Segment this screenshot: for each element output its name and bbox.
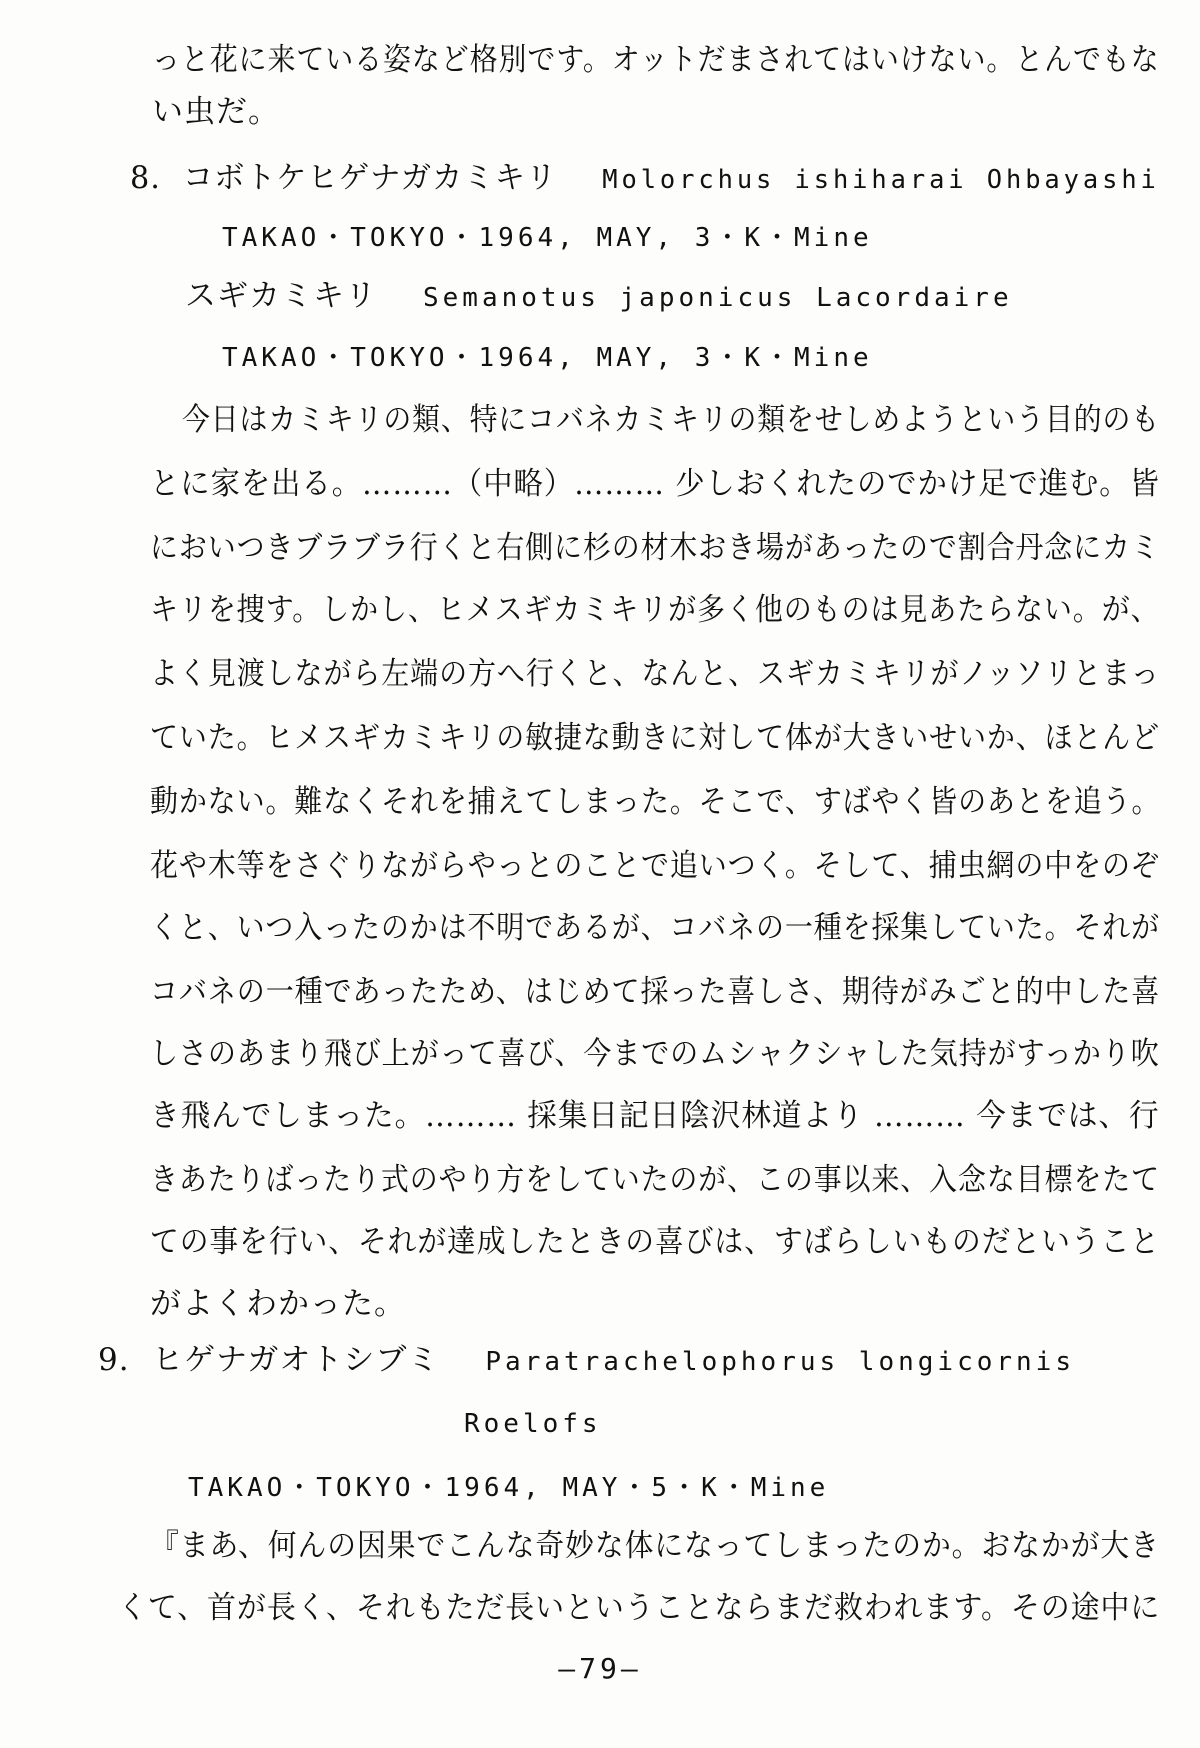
entry-9-scientific-name-cont: Roelofs (464, 1409, 602, 1439)
text-line: においつきブラブラ行くと右側に杉の材木おき場があったので割合丹念にカミ (150, 530, 1160, 566)
entry-9-heading (98, 1340, 1075, 1382)
entry-scientific-name: Paratrachelophorus longicornis (485, 1347, 1075, 1377)
entry-japanese-name: スギカミキリ (185, 278, 377, 314)
text-line: 今日はカミキリの類、特にコバネカミキリの類をせしめようという目的のも (182, 402, 1161, 438)
text-line: キリを捜す。しかし、ヒメスギカミキリが多く他のものは見あたらない。が、 (150, 592, 1160, 628)
text-line: コバネの一種であったため、はじめて採った喜しさ、期待がみごと的中した喜 (150, 974, 1161, 1010)
text-line: くと、いつ入ったのかは不明であるが、コバネの一種を採集していた。それが (150, 910, 1161, 946)
page-number: —79— (558, 1652, 642, 1685)
text-line: ての事を行い、それが達成したときの喜びは、すばらしいものだということ (150, 1224, 1160, 1260)
entry-9-record: TAKAO・TOKYO・1964, MAY・5・K・Mine (188, 1473, 830, 1503)
entry-number: 8. (130, 160, 161, 196)
text-line: くて、首が長く、それもただ長いということならまだ救われます。その途中に (118, 1590, 1161, 1626)
entry-8-heading (130, 158, 1160, 200)
text-line: 花や木等をさぐりながらやっとのことで追いつく。そして、捕虫網の中をのぞ (150, 848, 1160, 884)
text-line: しさのあまり飛び上がって喜び、今までのムシャクシャした気持がすっかり吹 (150, 1036, 1160, 1072)
text-line: 『まあ、何んの因果でこんな奇妙な体になってしまったのか。おなかが大き (150, 1528, 1160, 1564)
entry-8-record: TAKAO・TOKYO・1964, MAY, 3・K・Mine (222, 223, 873, 253)
text-line: とに家を出る。………（中略）……… 少しおくれたのでかけ足で進む。皆 (150, 466, 1160, 502)
entry-japanese-name: コボトケヒゲナガカミキリ (182, 160, 558, 196)
text-line: っと花に来ている姿など格別です。オットだまされてはいけない。とんでもな (152, 42, 1160, 78)
text-line: がよくわかった。 (150, 1286, 406, 1322)
entry-scientific-name: Semanotus japonicus Lacordaire (423, 283, 1013, 313)
text-line: き飛んでしまった。……… 採集日記日陰沢林道より ……… 今までは、行 (150, 1098, 1160, 1134)
text-line: 動かない。難なくそれを捕えてしまった。そこで、すばやく皆のあとを追う。 (150, 784, 1161, 820)
entry-number: 9. (98, 1342, 130, 1378)
text-line: よく見渡しながら左端の方へ行くと、なんと、スギカミキリがノッソリとまっ (150, 656, 1160, 692)
entry-8b-heading (185, 276, 1013, 318)
entry-8b-record: TAKAO・TOKYO・1964, MAY, 3・K・Mine (222, 343, 873, 373)
text-line: い虫だ。 (152, 94, 280, 130)
entry-scientific-name: Molorchus ishiharai Ohbayashi (602, 165, 1160, 195)
text-line: ていた。ヒメスギカミキリの敏捷な動きに対して体が大きいせいか、ほとんど (150, 720, 1161, 756)
text-line: きあたりばったり式のやり方をしていたのが、この事以来、入念な目標をたて (150, 1162, 1161, 1198)
entry-japanese-name: ヒゲナガオトシブミ (152, 1342, 440, 1378)
